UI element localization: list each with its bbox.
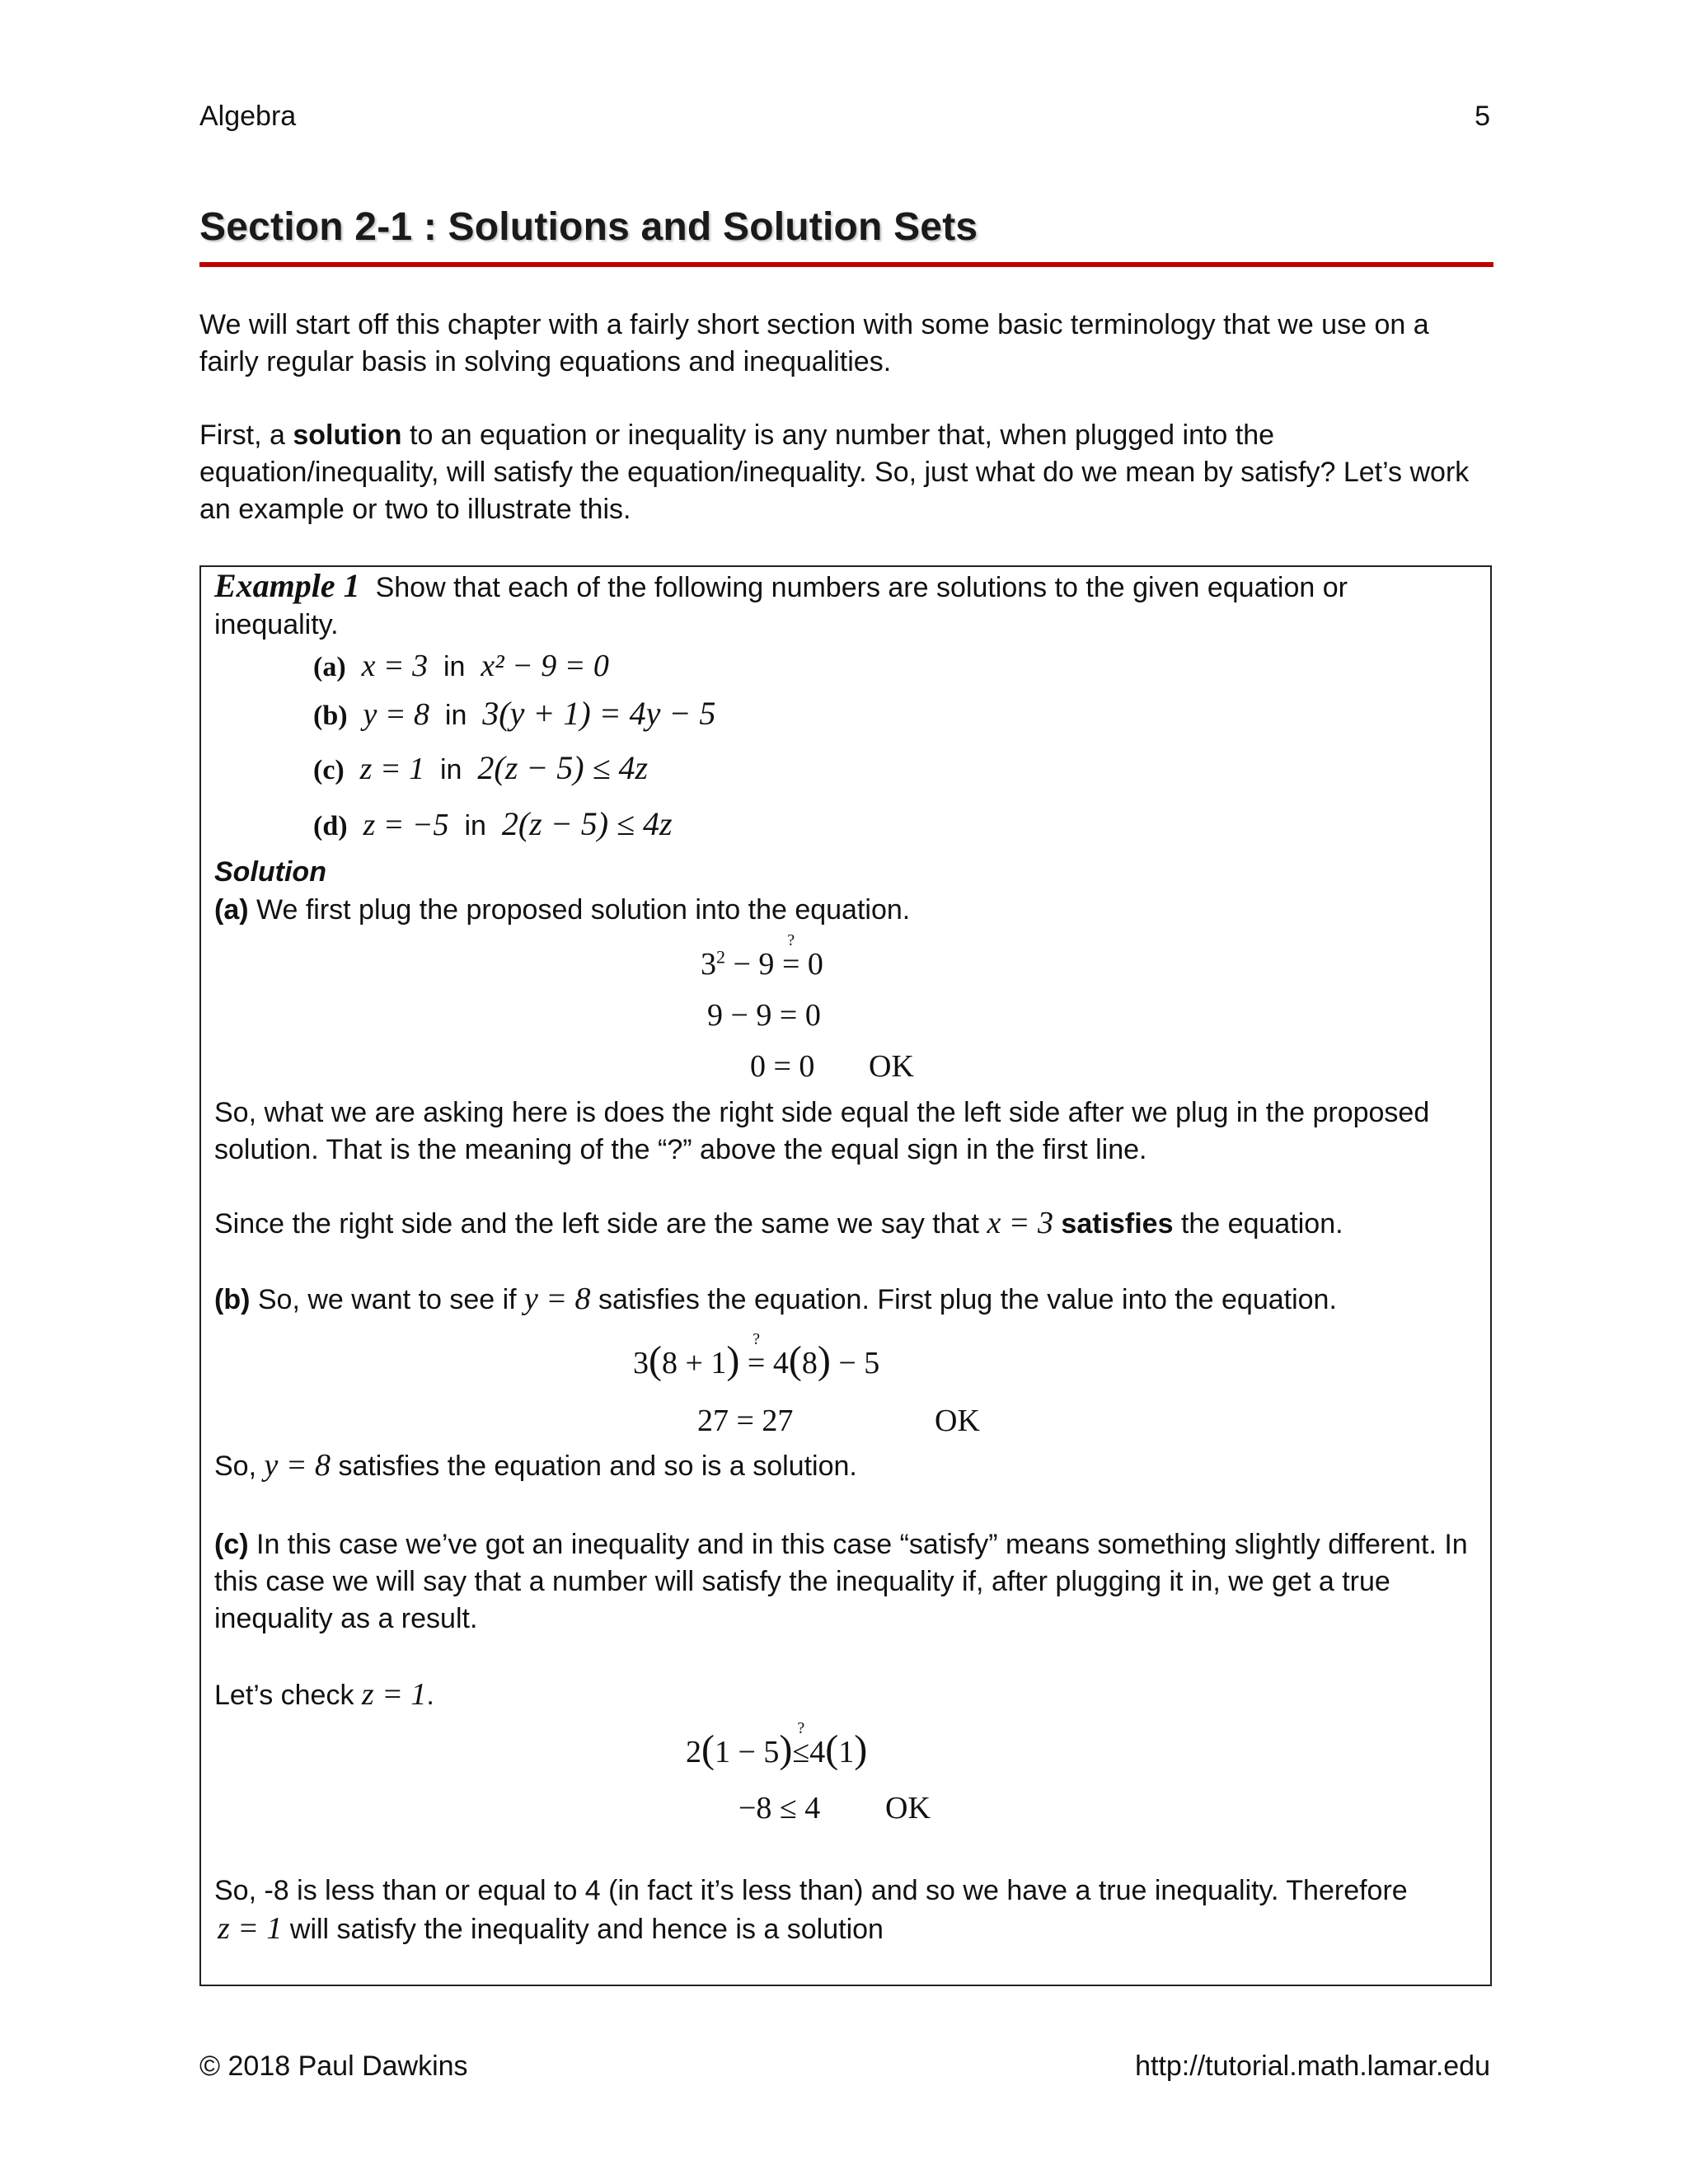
part-b-work-line-2: 27 = 27: [697, 1404, 794, 1438]
part-b-statement: (b) y = 8 in 3(y + 1) = 4y − 5: [313, 695, 716, 732]
part-b-work-line-1: 3(8 + 1) = ? 4(8) − 5: [633, 1330, 880, 1382]
example-title: Example 1: [214, 567, 360, 604]
intro-paragraph-1: We will start off this chapter with a fairly short section with some basic terminology that we use on a fairly regular basis in solving equations and inequalities.: [199, 309, 1429, 377]
footer-copyright: © 2018 Paul Dawkins: [199, 2050, 468, 2082]
footer-url[interactable]: http://tutorial.math.lamar.edu: [1135, 2050, 1490, 2082]
part-a-intro: (a) We first plug the proposed solution into the equation.: [214, 894, 911, 926]
part-d-statement: (d) z = −5 in 2(z − 5) ≤ 4z: [313, 805, 673, 842]
part-a-conclusion: Since the right side and the left side are the same we say that x = 3 satisfies the equation.: [214, 1206, 1343, 1240]
title-underline: [199, 262, 1493, 267]
part-a-ok: OK: [869, 1049, 914, 1084]
question-mark: ?: [787, 931, 795, 949]
part-b-conclusion: So, y = 8 satisfies the equation and so is a solution.: [214, 1448, 857, 1483]
part-c-conclusion-line-2: z = 1 will satisfy the inequality and hence is a solution: [218, 1911, 884, 1946]
example-statement: Example 1 Show that each of the following numbers are solutions to the given equation or inequality.: [214, 567, 1348, 640]
solution-label: Solution: [214, 856, 326, 888]
part-b-intro: (b) So, we want to see if y = 8 satisfies the equation. First plug the value into the equation.: [214, 1282, 1337, 1316]
part-a-work-line-3: 0 = 0: [750, 1049, 815, 1084]
part-a-statement: (a) x = 3 in x² − 9 = 0: [313, 649, 609, 683]
page-number: 5: [1475, 101, 1490, 132]
part-c-conclusion-line-1: So, -8 is less than or equal to 4 (in fact it’s less than) and so we have a true inequality. Therefore: [214, 1875, 1408, 1906]
intro-paragraph-2: First, a solution to an equation or inequality is any number that, when plugged into the equation/inequality, will satisfy the equation/inequality. So, just what do we mean by satisfy? Let’s work an example or two to illustrate this.: [199, 419, 1470, 525]
part-c-work-line-1: 2(1 − 5)≤ ? 4(1): [686, 1719, 868, 1771]
solution-term: solution: [293, 419, 402, 451]
part-c-check: Let’s check z = 1.: [214, 1677, 434, 1712]
part-c-ok: OK: [885, 1791, 931, 1825]
part-c-work-line-2: −8 ≤ 4: [738, 1791, 821, 1825]
part-c-statement: (c) z = 1 in 2(z − 5) ≤ 4z: [313, 749, 649, 786]
running-header-title: Algebra: [199, 101, 297, 132]
section-title: Section 2-1 : Solutions and Solution Sets: [199, 205, 978, 249]
part-c-intro: (c) In this case we’ve got an inequality and in this case “satisfy” means something slightly different. In this case we will say that a number will satisfy the inequality if, after plugging it in, we get a true inequality as a result.: [214, 1529, 1468, 1634]
part-a-explanation: So, what we are asking here is does the right side equal the left side after we plug in the proposed solution. That is the meaning of the “?” above the equal sign in the first line.: [214, 1097, 1430, 1165]
part-b-ok: OK: [935, 1404, 980, 1438]
part-a-work-line-1: $3^2 - 9$ = ? 0: [701, 931, 823, 982]
part-a-work-line-2: 9 − 9 = 0: [707, 998, 821, 1033]
